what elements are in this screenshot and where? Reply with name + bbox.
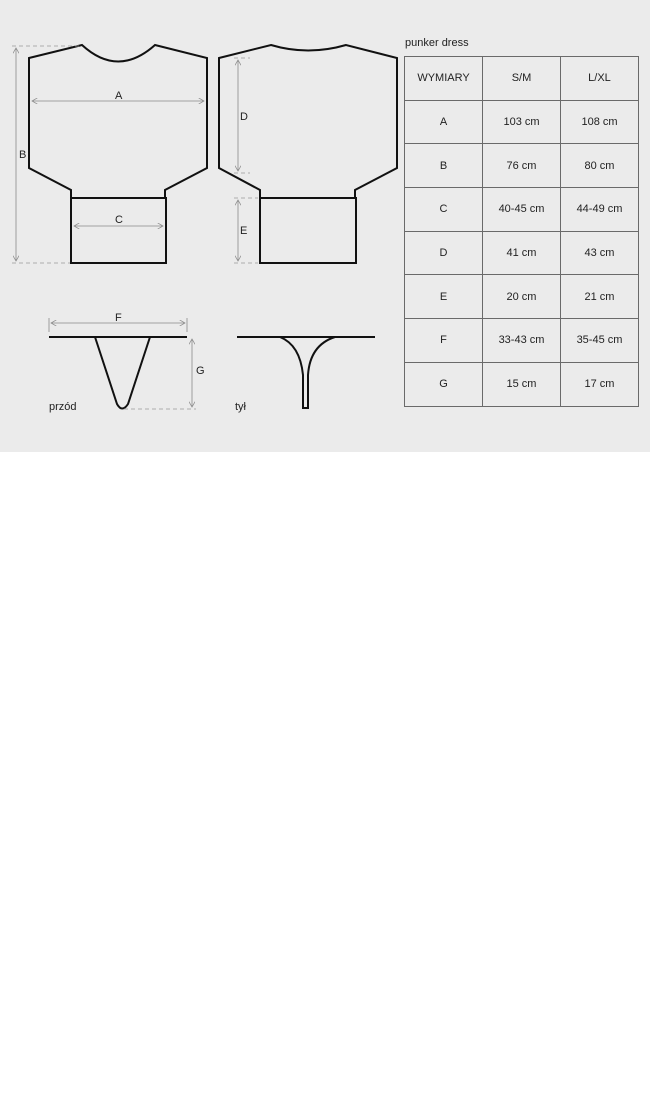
table-cell: 35-45 cm (561, 319, 639, 363)
label-a: A (115, 90, 123, 102)
table-row (405, 319, 639, 363)
table-cell: 41 cm (483, 231, 561, 275)
table-cell: 40-45 cm (483, 188, 561, 232)
table-cell: 108 cm (561, 100, 639, 144)
table-cell: 43 cm (561, 231, 639, 275)
label-g: G (196, 365, 205, 377)
table-row (405, 100, 639, 144)
back-skirt-outline (260, 198, 356, 263)
size-table (404, 56, 639, 407)
table-cell: 33-43 cm (483, 319, 561, 363)
table-row (405, 231, 639, 275)
table-cell: 21 cm (561, 275, 639, 319)
table-cell: 44-49 cm (561, 188, 639, 232)
front-brief-outline (95, 337, 150, 409)
table-row (405, 188, 639, 232)
label-back: tył (235, 401, 246, 413)
table-cell: A (405, 100, 483, 144)
table-cell: 80 cm (561, 144, 639, 188)
size-chart-panel (0, 0, 650, 452)
table-row (405, 362, 639, 406)
label-b: B (19, 149, 27, 161)
label-d: D (240, 111, 248, 123)
garment-diagram (0, 0, 400, 452)
product-title: punker dress (405, 37, 469, 49)
table-cell: G (405, 362, 483, 406)
table-cell: 76 cm (483, 144, 561, 188)
table-row (405, 275, 639, 319)
label-c: C (115, 214, 123, 226)
table-cell: D (405, 231, 483, 275)
table-cell: 17 cm (561, 362, 639, 406)
table-cell: C (405, 188, 483, 232)
table-cell: 20 cm (483, 275, 561, 319)
label-f: F (115, 312, 122, 324)
label-front: przód (49, 401, 77, 413)
header-dimensions: WYMIARY (405, 57, 483, 101)
table-cell: 15 cm (483, 362, 561, 406)
front-skirt-outline (71, 198, 166, 263)
table-row (405, 144, 639, 188)
table-header-row (405, 57, 639, 101)
back-brief-outline (280, 337, 335, 408)
front-top-outline (29, 45, 207, 198)
header-size-lxl: L/XL (561, 57, 639, 101)
table-cell: 103 cm (483, 100, 561, 144)
table-cell: E (405, 275, 483, 319)
table-cell: F (405, 319, 483, 363)
label-e: E (240, 225, 248, 237)
header-size-sm: S/M (483, 57, 561, 101)
table-cell: B (405, 144, 483, 188)
